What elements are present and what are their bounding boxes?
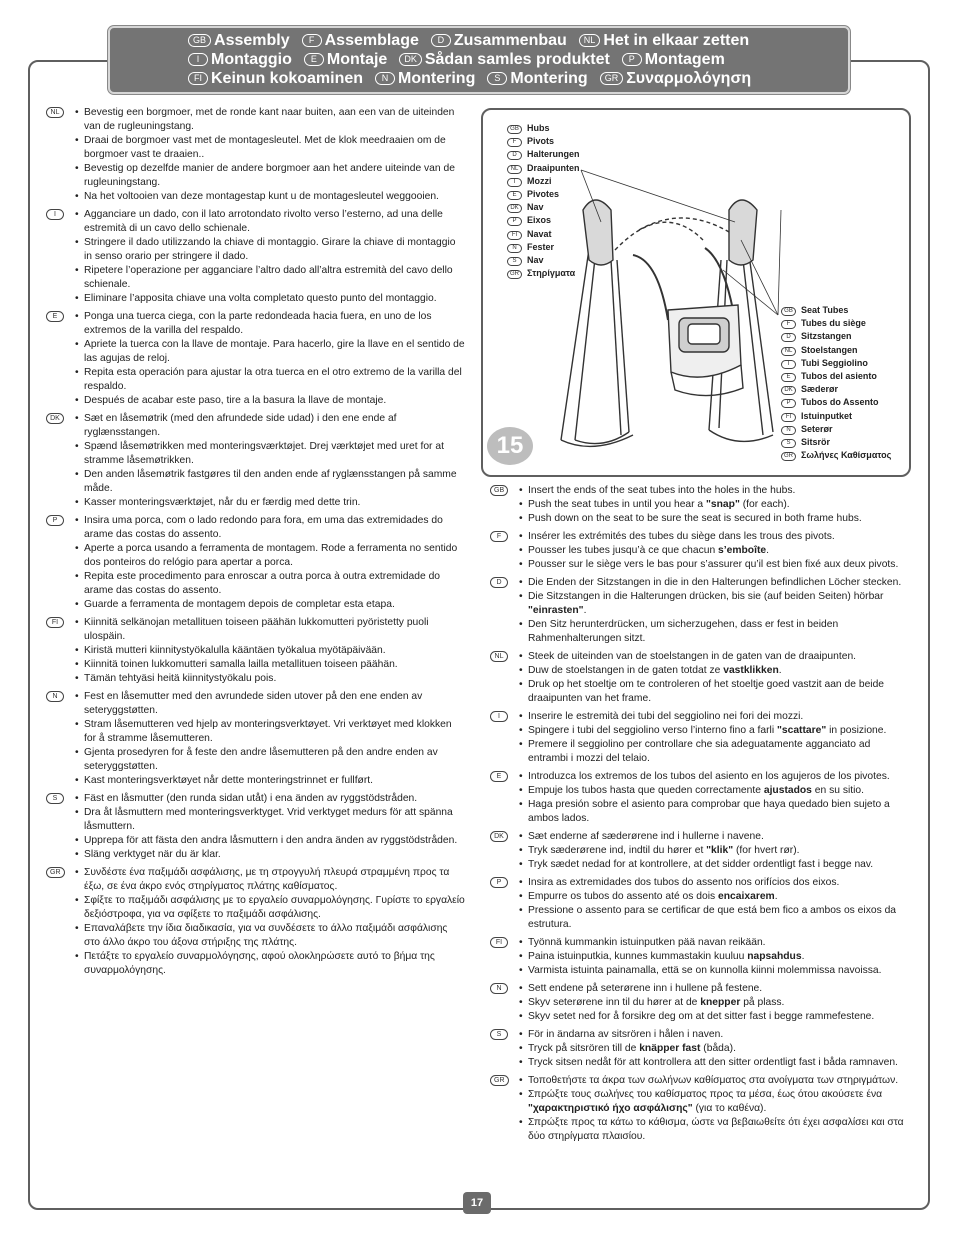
language-badge: GR <box>600 72 624 85</box>
instruction-item: • Σφίξτε το παξιμάδι ασφάλισης με το εργαλείο συναρμολόγησης. Γυρίστε το εργαλείο δεξιόστροφα, για να σφίξετε το παξιμάδι ασφάλισης. <box>76 894 466 922</box>
language-badge: I <box>781 360 796 369</box>
header-title-gr <box>600 70 751 88</box>
header-title-gb <box>188 32 290 50</box>
diagram-label-text: Sitsrör <box>801 437 831 448</box>
diagram-label-text: Tubi Seggiolino <box>801 357 868 368</box>
instruction-block-n <box>490 982 910 1024</box>
instruction-item: • Insira as extremidades dos tubos do assento nos orifícios dos eixos. <box>520 876 910 890</box>
diagram-label-text: Pivotes <box>527 189 560 200</box>
instruction-item: • Inserire le estremità dei tubi del seggiolino nei fori dei mozzi. <box>520 710 910 724</box>
diagram-label-text: Istuinputket <box>801 410 852 421</box>
language-badge: I <box>507 178 522 187</box>
page-header <box>108 26 850 94</box>
diagram-label-text: Tubos do Assento <box>801 397 879 408</box>
diagram-label-text: Stoelstangen <box>801 344 858 355</box>
diagram-label <box>507 148 580 161</box>
instruction-item: • Den anden låsemøtrik fastgøres til den anden ende af ryglænsstangen på samme måde. <box>76 468 466 496</box>
language-badge: F <box>781 320 796 329</box>
instruction-item: • Spænd låsemøtrikken med monteringsværktøjet. Drej værktøjet med uret for at stramme låsemøtrikken. <box>76 440 466 468</box>
instruction-item: • Työnnä kummankin istuinputken pää navan reikään. <box>520 936 910 950</box>
instruction-block-s <box>490 1028 910 1070</box>
instruction-item: • Kiristä mutteri kiinnitystyökalulla kääntäen työkalua myötäpäivään. <box>76 644 466 658</box>
instruction-item: • Premere il seggiolino per controllare che sia adeguatamente agganciato ad entrambi i mozzi del telaio. <box>520 738 910 766</box>
instruction-item: • Kast monteringsverktøyet når dette monteringstrinnet er fullført. <box>76 774 466 788</box>
instruction-item: • Sæt enderne af sæderørene ind i hullerne i navene. <box>520 830 910 844</box>
language-badge: I <box>490 711 508 722</box>
diagram-label-text: Sæderør <box>801 384 839 395</box>
language-badge: F <box>302 34 322 47</box>
language-badge: FI <box>781 413 796 422</box>
header-title-n <box>375 70 475 88</box>
language-badge: N <box>375 72 395 85</box>
diagram-label-text: Fester <box>527 241 555 252</box>
instruction-item: • Die Sitzstangen in die Halterungen drücken, bis sie (auf beiden Seiten) hörbar "einrasten". <box>520 590 910 618</box>
page-number: 17 <box>463 1192 491 1214</box>
instruction-block-dk <box>490 830 910 872</box>
language-badge: F <box>507 138 522 147</box>
language-badge: P <box>490 877 508 888</box>
diagram-label-text: Seterør <box>801 423 833 434</box>
header-title-fi <box>188 70 363 88</box>
language-badge: E <box>46 311 64 322</box>
instruction-block-p <box>46 514 466 612</box>
language-badge: N <box>490 983 508 994</box>
diagram-label-text: Navat <box>527 228 552 239</box>
language-badge: GR <box>490 1075 509 1086</box>
diagram-label-text: Σωλήνες Καθίσματος <box>801 450 892 461</box>
language-badge: GB <box>188 34 211 47</box>
diagram-label <box>507 135 580 148</box>
instruction-item: • Upprepa för att fästa den andra låsmuttern i den andra änden av ryggstödstråden. <box>76 834 466 848</box>
language-badge: P <box>46 515 64 526</box>
diagram-label-text: Sitzstangen <box>801 331 852 342</box>
instruction-item: • Duw de stoelstangen in de gaten totdat ze vastklikken. <box>520 664 910 678</box>
language-badge: S <box>781 439 796 448</box>
instruction-item: • Tryk sæderørene ind, indtil du hører et "klik" (for hvert rør). <box>520 844 910 858</box>
instruction-item: • Stram låsemutteren ved hjelp av monteringsverktøyet. Vri verktøyet med klokken for å stramme låsemutteren. <box>76 718 466 746</box>
instruction-item: • Draai de borgmoer vast met de montagesleutel. Met de klok meedraaien om de borgmoer vast te draaien.. <box>76 134 466 162</box>
header-title-text: Συναρμολόγηση <box>626 70 752 87</box>
language-badge: S <box>487 72 507 85</box>
language-badge: E <box>781 373 796 382</box>
diagram-label <box>781 449 891 462</box>
diagram-label <box>507 267 580 280</box>
seat-tubes-label-list <box>781 304 891 462</box>
instruction-item: • Spingere i tubi del seggiolino verso l’interno fino a farli "scattare" in posizione. <box>520 724 910 738</box>
language-badge: DK <box>490 831 508 842</box>
instruction-block-gb <box>490 484 910 526</box>
instruction-block-dk <box>46 412 466 510</box>
instruction-item: • Σπρώξτε τους σωλήνες του καθίσματος προς τα μέσα, έως ότου ακούσετε ένα "χαρακτηριστικό ήχο ασφάλισης" (για το καθένα). <box>520 1088 910 1116</box>
header-title-f <box>302 32 419 50</box>
diagram-label <box>781 317 891 330</box>
instruction-block-p <box>490 876 910 932</box>
right-instructions <box>490 484 910 1148</box>
header-line-1 <box>188 32 761 50</box>
instruction-block-fi <box>46 616 466 686</box>
header-title-nl <box>579 32 749 50</box>
diagram-label-text: Nav <box>527 202 544 213</box>
instruction-block-e <box>490 770 910 826</box>
language-badge: S <box>490 1029 508 1040</box>
diagram-label <box>507 214 580 227</box>
diagram-label <box>781 357 891 370</box>
header-title-s <box>487 70 587 88</box>
instruction-item: • Pousser les tubes jusqu’à ce que chacun s’emboîte. <box>520 544 910 558</box>
header-title-text: Montering <box>398 70 476 87</box>
language-badge: N <box>507 244 522 253</box>
header-title-text: Montaje <box>326 51 388 68</box>
header-title-i <box>188 51 292 69</box>
instruction-item: • Push the seat tubes in until you hear a "snap" (for each). <box>520 498 910 512</box>
instruction-block-gr <box>46 866 466 978</box>
instruction-item: • Kiinnitä toinen lukkomutteri samalla lailla metallituen toiseen päähän. <box>76 658 466 672</box>
header-title-text: Assemblage <box>324 32 419 49</box>
instruction-block-d <box>490 576 910 646</box>
diagram-label <box>507 175 580 188</box>
instruction-block-s <box>46 792 466 862</box>
diagram-label-text: Tubes du siège <box>801 318 866 329</box>
diagram-label-text: Nav <box>527 255 544 266</box>
instruction-item: • Επαναλάβετε την ίδια διαδικασία, για να συνδέσετε το άλλο παξιμάδι ασφάλισης στο άλλο άκρο του άξονα στήριξης της πλάτης. <box>76 922 466 950</box>
language-badge: GB <box>781 307 796 316</box>
header-title-text: Zusammenbau <box>453 32 567 49</box>
step-number-badge: 15 <box>487 427 533 465</box>
diagram-label-text: Στηρίγματα <box>527 268 576 279</box>
instruction-block-f <box>490 530 910 572</box>
diagram-label <box>781 304 891 317</box>
instruction-item: • Σπρώξτε προς τα κάτω το κάθισμα, ώστε να βεβαιωθείτε ότι έχει ασφαλίσει και στα δύο στηρίγματα πλαισίου. <box>520 1116 910 1144</box>
instruction-item: • Fest en låsemutter med den avrundede siden utover på den ene enden av seteryggstøtten. <box>76 690 466 718</box>
language-badge: DK <box>46 413 64 424</box>
instruction-block-nl <box>46 106 466 204</box>
instruction-item: • Tryck på sitsrören till de knäpper fast (båda). <box>520 1042 910 1056</box>
diagram-label <box>781 383 891 396</box>
instruction-item: • Die Enden der Sitzstangen in die in den Halterungen befindlichen Löcher stecken. <box>520 576 910 590</box>
diagram-label <box>507 162 580 175</box>
instruction-item: • Empuje los tubos hasta que queden correctamente ajustados en su sitio. <box>520 784 910 798</box>
instruction-item: • Push down on the seat to be sure the seat is secured in both frame hubs. <box>520 512 910 526</box>
diagram-label <box>507 254 580 267</box>
instruction-item: • Steek de uiteinden van de stoelstangen in de gaten van de draaipunten. <box>520 650 910 664</box>
language-badge: NL <box>507 165 522 174</box>
header-title-e <box>304 51 387 69</box>
instruction-item: • Sæt en låsemøtrik (med den afrundede side udad) i den ene ende af ryglænsstangen. <box>76 412 466 440</box>
instruction-item: • Kiinnitä selkänojan metallituen toiseen päähän lukkomutteri pyöristetty puoli ulospäin. <box>76 616 466 644</box>
diagram-label-text: Hubs <box>527 123 550 133</box>
header-title-text: Montagem <box>644 51 725 68</box>
instruction-item: • Insert the ends of the seat tubes into the holes in the hubs. <box>520 484 910 498</box>
language-badge: E <box>507 191 522 200</box>
header-title-p <box>622 51 725 69</box>
left-instructions <box>46 106 466 982</box>
language-badge: NL <box>579 34 601 47</box>
instruction-item: • Repita esta operación para ajustar la otra tuerca en el otro extremo de la varilla del respaldo. <box>76 366 466 394</box>
language-badge: P <box>622 53 642 66</box>
instruction-block-gr <box>490 1074 910 1144</box>
instruction-item: • Συνδέστε ένα παξιμάδι ασφάλισης, με τη στρογγυλή πλευρά στραμμένη προς τα έξω, σε ένα άκρο ενός στηρίγματος πλάτης καθίσματος. <box>76 866 466 894</box>
instruction-item: • Na het voltooien van deze montagestap kunt u de montagesleutel weggooien. <box>76 190 466 204</box>
header-line-3 <box>188 70 763 88</box>
diagram-label <box>781 344 891 357</box>
diagram-label-text: Tubos del asiento <box>801 371 877 382</box>
language-badge: D <box>490 577 508 588</box>
instruction-item: • Después de acabar este paso, tire a la basura la llave de montaje. <box>76 394 466 408</box>
diagram-label-text: Pivots <box>527 136 555 147</box>
header-line-2 <box>188 51 737 69</box>
instruction-item: • Agganciare un dado, con il lato arrotondato rivolto verso l’esterno, ad una delle estremità di un cavo dello schienale. <box>76 208 466 236</box>
instruction-item: • Ripetere l’operazione per agganciare l’altro dado all’altra estremità del cavo dello schienale. <box>76 264 466 292</box>
instruction-block-e <box>46 310 466 408</box>
diagram-label-text: Mozzi <box>527 175 552 186</box>
language-badge: N <box>46 691 64 702</box>
diagram-label <box>507 228 580 241</box>
language-badge: D <box>781 333 796 342</box>
language-badge: GR <box>781 452 796 461</box>
instruction-block-fi <box>490 936 910 978</box>
language-badge: S <box>46 793 64 804</box>
instruction-item: • Paina istuinputkia, kunnes kummastakin kuuluu napsahdus. <box>520 950 910 964</box>
language-badge: DK <box>399 53 422 66</box>
instruction-item: • Stringere il dado utilizzando la chiave di montaggio. Girare la chiave di montaggio in senso orario per stringere il dado. <box>76 236 466 264</box>
instruction-item: • Sett endene på seterørene inn i hullene på festene. <box>520 982 910 996</box>
language-badge: D <box>431 34 451 47</box>
diagram-label <box>781 410 891 423</box>
language-badge: GR <box>507 270 522 279</box>
instruction-item: • Varmista istuinta painamalla, että se on kunnolla kiinni molemmissa navoissa. <box>520 964 910 978</box>
diagram-label-text: Halterungen <box>527 149 580 160</box>
language-badge: NL <box>46 107 64 118</box>
instruction-item: • Skyv setet ned for å forsikre deg om at det sitter fast i begge rammefestene. <box>520 1010 910 1024</box>
instruction-item: • Den Sitz herunterdrücken, um sicherzugehen, dass er fest in beiden Rahmenhalterungen sitzt. <box>520 618 910 646</box>
language-badge: FI <box>490 937 508 948</box>
diagram-label <box>781 330 891 343</box>
diagram-label-text: Seat Tubes <box>801 305 849 315</box>
instruction-item: • Τοποθετήστε τα άκρα των σωλήνων καθίσματος στα ανοίγματα των στηριγμάτων. <box>520 1074 910 1088</box>
diagram-label-text: Draaipunten <box>527 162 580 173</box>
instruction-item: • Bevestig op dezelfde manier de andere borgmoer aan het andere uiteinde van de rugleuningstang. <box>76 162 466 190</box>
header-title-text: Het in elkaar zetten <box>603 32 750 49</box>
instruction-item: • Släng verktyget när du är klar. <box>76 848 466 862</box>
diagram-label <box>781 370 891 383</box>
instruction-item: • Haga presión sobre el asiento para comprobar que haya quedado bien sujeto a ambos lados. <box>520 798 910 826</box>
language-badge: FI <box>188 72 208 85</box>
instruction-block-n <box>46 690 466 788</box>
language-badge: DK <box>781 386 796 395</box>
language-badge: NL <box>781 347 796 356</box>
header-title-text: Montaggio <box>211 51 292 68</box>
diagram-label <box>507 201 580 214</box>
instruction-item: • Pressione o assento para se certificar de que está bem fico a ambos os eixos da estrutura. <box>520 904 910 932</box>
instruction-item: • Pousser sur le siège vers le bas pour s’assurer qu’il est bien fixé aux deux pivots. <box>520 558 910 572</box>
assembly-diagram <box>481 108 911 477</box>
instruction-item: • Gjenta prosedyren for å feste den andre låsemutteren på den andre enden av seteryggstøtten. <box>76 746 466 774</box>
language-badge: N <box>781 426 796 435</box>
language-badge: FI <box>507 231 522 240</box>
language-badge: I <box>46 209 64 220</box>
instruction-item: • Aperte a porca usando a ferramenta de montagem. Rode a ferramenta no sentido dos ponteiros do relógio para apertar a porca. <box>76 542 466 570</box>
language-badge: F <box>490 531 508 542</box>
instruction-item: • Skyv seterørene inn til du hører at de knepper på plass. <box>520 996 910 1010</box>
diagram-label <box>507 241 580 254</box>
instruction-item: • Tryck sitsen nedåt för att kontrollera att den sitter ordentligt fast i båda ramnaven. <box>520 1056 910 1070</box>
language-badge: E <box>304 53 324 66</box>
instruction-item: • Insérer les extrémités des tubes du siège dans les trous des pivots. <box>520 530 910 544</box>
language-badge: S <box>507 257 522 266</box>
language-badge: D <box>507 151 522 160</box>
instruction-item: • Empurre os tubos do assento até os dois encaixarem. <box>520 890 910 904</box>
instruction-block-nl <box>490 650 910 706</box>
instruction-item: • Repita este procedimento para enroscar a outra porca à outra extremidade do arame das costas do assento. <box>76 570 466 598</box>
instruction-item: • Apriete la tuerca con la llave de montaje. Para hacerlo, gire la llave en el sentido de las agujas de reloj. <box>76 338 466 366</box>
header-title-dk <box>399 51 609 69</box>
instruction-item: • Eliminare l’apposita chiave una volta completato questo punto del montaggio. <box>76 292 466 306</box>
hubs-label-list <box>507 122 580 280</box>
instruction-item: • Ponga una tuerca ciega, con la parte redondeada hacia fuera, en uno de los extremos de la varilla del respaldo. <box>76 310 466 338</box>
instruction-item: • Introduzca los extremos de los tubos del asiento en los agujeros de los pivotes. <box>520 770 910 784</box>
language-badge: GB <box>490 485 508 496</box>
language-badge: P <box>781 399 796 408</box>
language-badge: GB <box>507 125 522 134</box>
diagram-label <box>781 436 891 449</box>
instruction-item: • Tryk sædet nedad for at kontrollere, at det sidder ordentligt fast i begge nav. <box>520 858 910 872</box>
instruction-block-i <box>46 208 466 306</box>
instruction-item: • För in ändarna av sitsrören i hålen i naven. <box>520 1028 910 1042</box>
instruction-item: • Insira uma porca, com o lado redondo para fora, em uma das extremidades do arame das costas do assento. <box>76 514 466 542</box>
instruction-item: • Bevestig een borgmoer, met de ronde kant naar buiten, aan een van de uiteinden van de rugleuningstang. <box>76 106 466 134</box>
header-title-text: Keinun kokoaminen <box>211 70 364 87</box>
instruction-item: • Fäst en låsmutter (den runda sidan utåt) i ena änden av ryggstödstråden. <box>76 792 466 806</box>
header-title-d <box>431 32 567 50</box>
header-title-text: Assembly <box>214 32 290 49</box>
language-badge: E <box>490 771 508 782</box>
language-badge: P <box>507 217 522 226</box>
header-title-text: Sådan samles produktet <box>424 51 610 68</box>
instruction-item: • Tämän tehtyäsi heitä kiinnitystyökalu pois. <box>76 672 466 686</box>
diagram-label <box>507 122 580 135</box>
language-badge: NL <box>490 651 508 662</box>
instruction-item: • Kasser monteringsværktøjet, når du er færdig med dette trin. <box>76 496 466 510</box>
header-title-text: Montering <box>510 70 588 87</box>
language-badge: I <box>188 53 208 66</box>
instruction-item: • Guarde a ferramenta de montagem depois de completar esta etapa. <box>76 598 466 612</box>
diagram-label <box>781 396 891 409</box>
language-badge: GR <box>46 867 65 878</box>
diagram-label <box>507 188 580 201</box>
language-badge: DK <box>507 204 522 213</box>
instruction-item: • Druk op het stoeltje om te controleren of het stoeltje goed vastzit aan de beide draaipunten van het frame. <box>520 678 910 706</box>
diagram-label <box>781 423 891 436</box>
diagram-label-text: Eixos <box>527 215 552 226</box>
language-badge: FI <box>46 617 64 628</box>
instruction-item: • Dra åt låsmuttern med monteringsverktyget. Vrid verktyget medurs för att spänna låsmuttern. <box>76 806 466 834</box>
instruction-block-i <box>490 710 910 766</box>
instruction-item: • Πετάξτε το εργαλείο συναρμολόγησης, αφού ολοκληρώσετε αυτό το βήμα της συναρμολόγησης. <box>76 950 466 978</box>
